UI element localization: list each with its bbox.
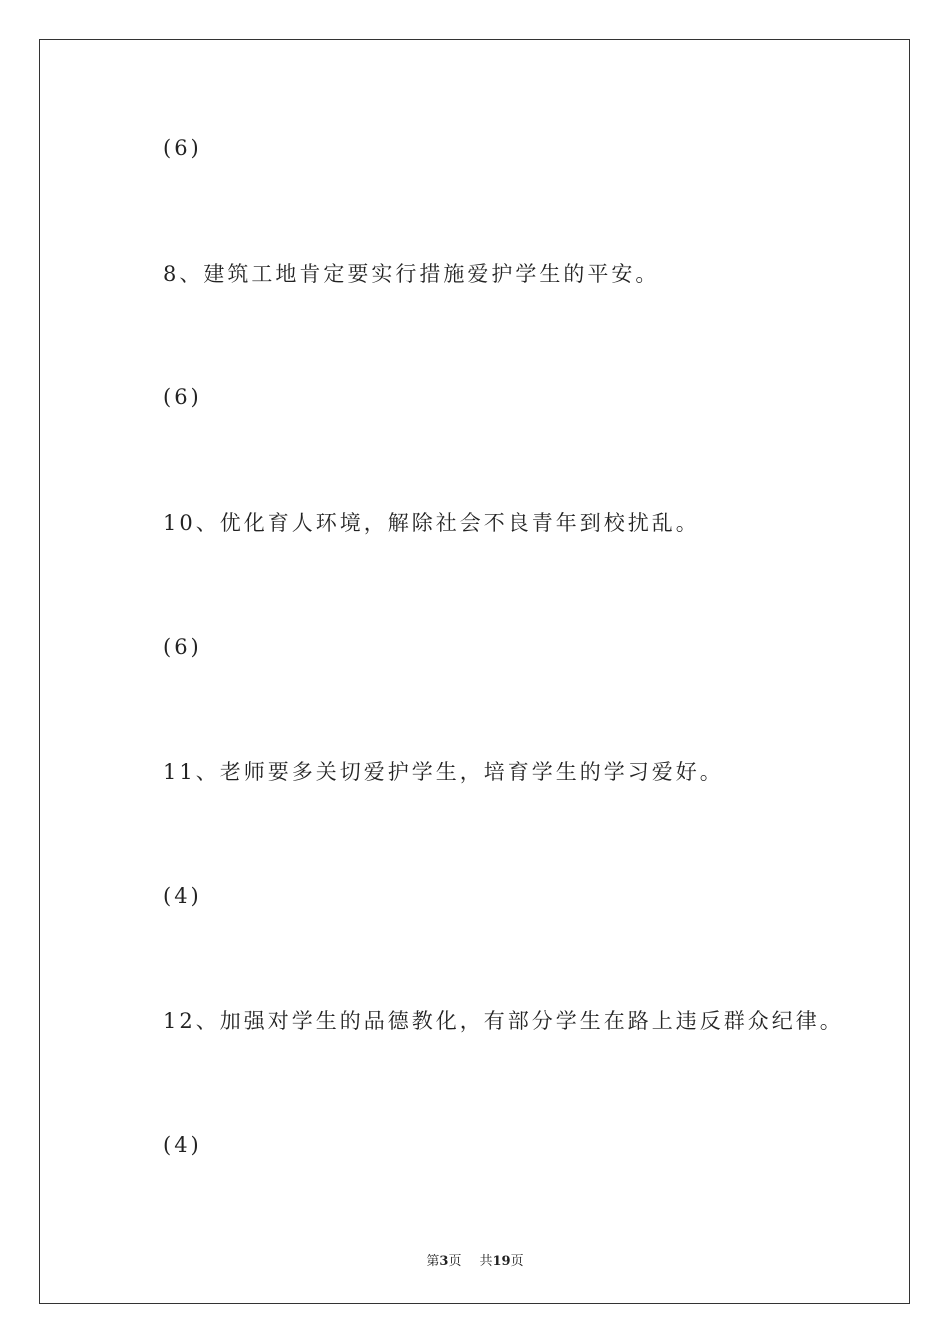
- total-prefix: 共: [479, 1254, 493, 1269]
- item-12-text: 12、加强对学生的品德教化，有部分学生在路上违反群众纪律。: [163, 1009, 844, 1033]
- page-suffix: 页: [448, 1254, 462, 1269]
- page-number: 3: [439, 1254, 449, 1269]
- item-10-text: 10、优化育人环境，解除社会不良青年到校扰乱。: [163, 511, 700, 535]
- total-pages: 19: [492, 1254, 511, 1269]
- score-line: (6): [163, 385, 202, 409]
- item-8-text: 8、建筑工地肯定要实行措施爱护学生的平安。: [163, 262, 660, 286]
- score-line: (4): [163, 1133, 202, 1157]
- score-line: (4): [163, 884, 202, 908]
- page-border: [39, 39, 910, 1304]
- total-suffix: 页: [510, 1254, 524, 1269]
- page-prefix: 第: [426, 1254, 440, 1269]
- page-footer: [0, 1250, 950, 1269]
- score-line: (6): [163, 635, 202, 659]
- score-line: (6): [163, 136, 202, 160]
- item-11-text: 11、老师要多关切爱护学生，培育学生的学习爱好。: [163, 760, 724, 784]
